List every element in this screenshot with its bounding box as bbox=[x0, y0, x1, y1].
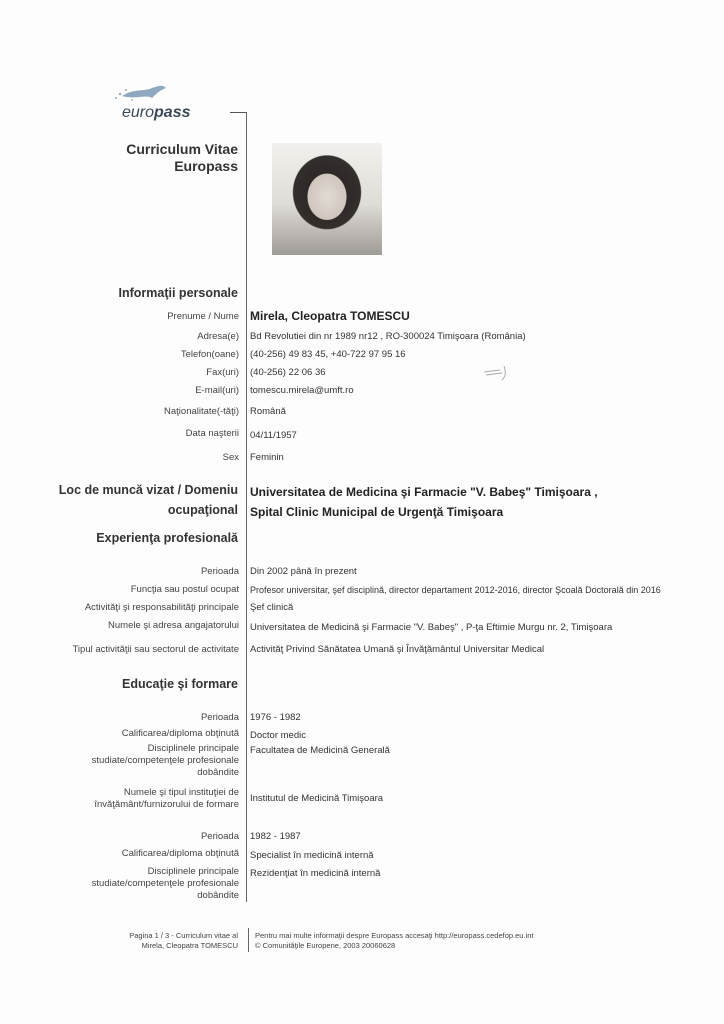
profile-photo bbox=[272, 143, 382, 255]
job-value-line1: Universitatea de Medicina şi Farmacie "V. Babeş" Timişoara , bbox=[250, 485, 598, 499]
label-exp-period: Perioada bbox=[200, 566, 239, 577]
label-sex: Sex bbox=[222, 452, 239, 463]
value-fax: (40-256) 22 06 36 bbox=[250, 367, 326, 378]
value-exp-sector: Activităţ Privind Sănătatea Umană şi Învăţământul Universitar Medical bbox=[250, 644, 545, 655]
section-heading-experience: Experienţa profesională bbox=[96, 531, 238, 545]
value-edu2-qualification: Specialist în medicină internă bbox=[250, 850, 374, 861]
label-edu1-period: Perioada bbox=[200, 712, 239, 723]
label-edu1-qualification: Calificarea/diploma obţinută bbox=[121, 728, 239, 739]
value-exp-employer: Universitatea de Medicină şi Farmacie "V. Babeş" , P-ţa Eftimie Murgu nr. 2, Timişoara bbox=[250, 622, 613, 633]
label-exp-employer: Numele şi adresa angajatorului bbox=[108, 620, 239, 631]
value-email[interactable]: tomescu.mirela@umft.ro bbox=[250, 385, 354, 396]
label-exp-activities: Activităţi şi responsabilităţi principale bbox=[84, 602, 239, 613]
section-heading-education: Educaţie şi formare bbox=[121, 677, 238, 691]
person-name: Mirela, Cleopatra TOMESCU bbox=[250, 309, 410, 323]
label-edu1-institution: Numele şi tipul instituţiei de învăţământ/furnizorului de formare bbox=[94, 787, 239, 810]
value-exp-position: Profesor universitar, şef disciplină, director departament 2012-2016, director Şcoală Doctorală din 2016 bbox=[250, 585, 661, 595]
label-exp-sector: Tipul activităţii sau sectorul de activitate bbox=[72, 644, 239, 655]
footer-divider bbox=[248, 928, 249, 952]
footer-page-info: Pagina 1 / 3 - Curriculum vitae al Mirela, Cleopatra TOMESCU bbox=[129, 931, 238, 950]
label-nationality: Naţionalitate(-tăţi) bbox=[164, 406, 239, 417]
document-title: Curriculum Vitae Europass bbox=[126, 141, 238, 174]
label-exp-position: Funcţia sau postul ocupat bbox=[130, 584, 239, 595]
label-fax: Fax(uri) bbox=[206, 367, 239, 378]
value-edu1-institution: Institutul de Medicină Timişoara bbox=[250, 793, 384, 804]
section-heading-personal: Informaţii personale bbox=[118, 286, 238, 300]
value-edu1-period: 1976 - 1982 bbox=[250, 712, 301, 723]
value-edu2-period: 1982 - 1987 bbox=[250, 831, 301, 842]
value-birthdate: 04/11/1957 bbox=[250, 430, 297, 441]
scribble-mark-icon bbox=[482, 362, 510, 382]
footer-europass-info: Pentru mai multe informaţii despre Europass accesaţi http://europass.cedefop.eu.int © Comunităţile Europene, 2003 20060628 bbox=[255, 931, 534, 950]
value-edu1-qualification: Doctor medic bbox=[250, 730, 306, 741]
value-edu2-disciplines: Rezidenţiat în medicină internă bbox=[250, 868, 381, 879]
label-email: E-mail(uri) bbox=[195, 385, 239, 396]
label-address: Adresa(e) bbox=[197, 331, 239, 342]
value-address: Bd Revolutiei din nr 1989 nr12 , RO-300024 Timişoara (România) bbox=[250, 331, 526, 342]
label-edu2-period: Perioada bbox=[200, 831, 239, 842]
value-nationality: Română bbox=[250, 406, 286, 417]
vertical-divider bbox=[246, 112, 247, 902]
label-edu2-qualification: Calificarea/diploma obţinută bbox=[121, 848, 239, 859]
label-edu1-disciplines: Disciplinele principale studiate/competenţele profesionale dobândite bbox=[91, 743, 239, 778]
value-exp-activities: Şef clinică bbox=[250, 602, 294, 613]
label-phone: Telefon(oane) bbox=[180, 349, 239, 360]
logo-divider bbox=[230, 112, 246, 113]
section-heading-job: Loc de muncă vizat / Domeniu ocupaţional bbox=[58, 483, 238, 517]
job-value-line2: Spital Clinic Municipal de Urgenţă Timişoara bbox=[250, 505, 504, 519]
value-edu1-disciplines: Facultatea de Medicină Generală bbox=[250, 745, 390, 756]
label-birthdate: Data naşterii bbox=[185, 428, 239, 439]
value-phone: (40-256) 49 83 45, +40-722 97 95 16 bbox=[250, 349, 406, 360]
logo-text: europass bbox=[122, 104, 191, 121]
value-exp-period: Din 2002 până în prezent bbox=[250, 566, 357, 577]
label-name: Prenume / Nume bbox=[167, 311, 239, 322]
label-edu2-disciplines: Disciplinele principale studiate/competenţele profesionale dobândite bbox=[91, 866, 239, 901]
value-sex: Feminin bbox=[250, 452, 284, 463]
